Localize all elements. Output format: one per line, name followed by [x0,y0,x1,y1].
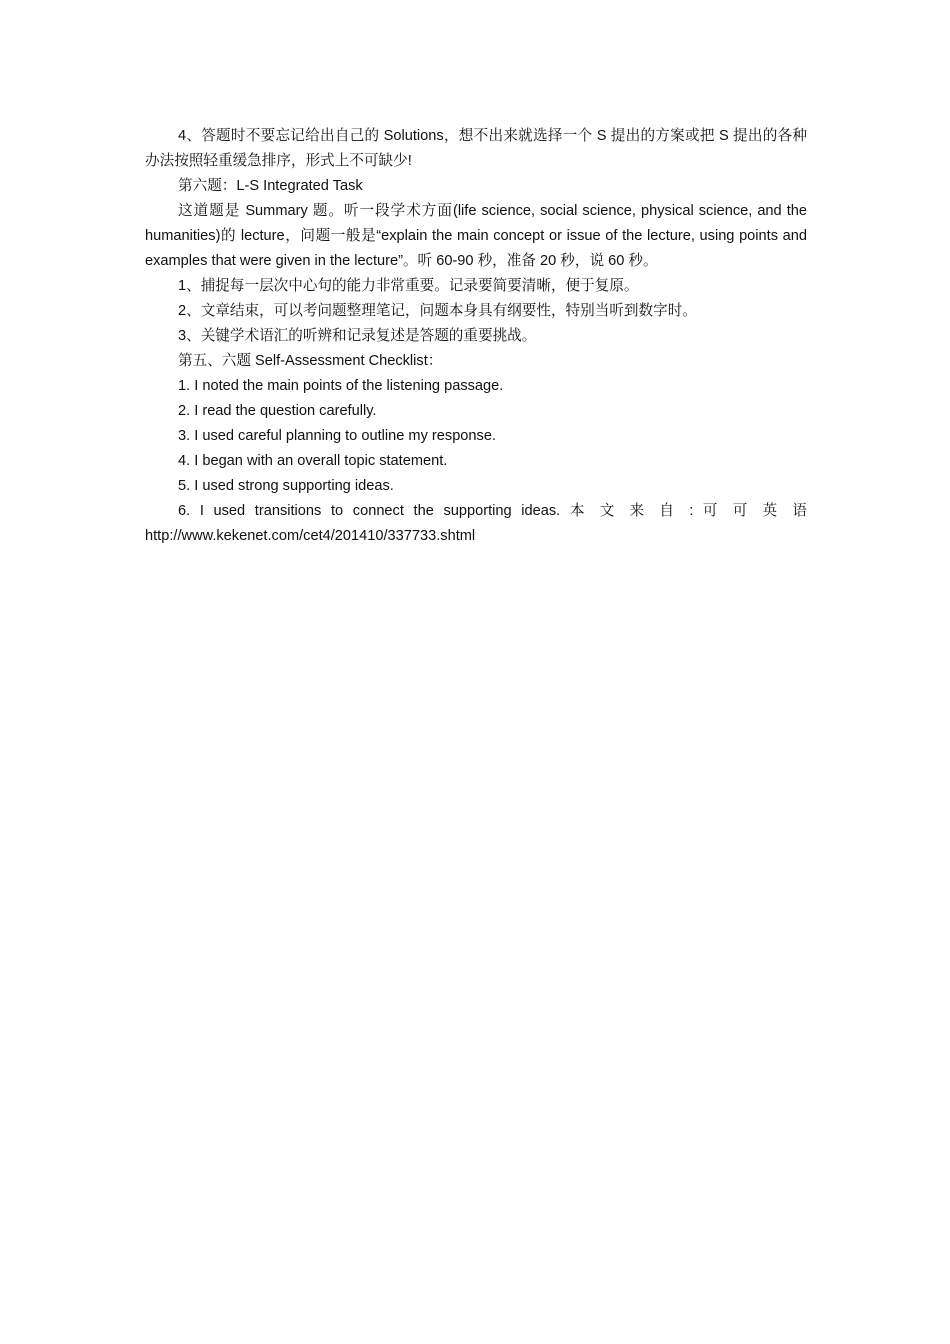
checklist-item-3: 3. I used careful planning to outline my response. [178,428,497,444]
tip-item-2: 2、文章结束，可以考问题整理笔记，问题本身具有纲要性，特别当听到数字时。 [178,303,697,319]
tip-item-3: 3、关键学术语汇的听辨和记录复述是答题的重要挑战。 [178,328,537,344]
document-page [145,124,807,549]
checklist-item-6-line: 6. I used transitions to connect the supporting ideas. 本 文 来 自 : 可 可 英 语 [178,503,807,519]
checklist-item-5: 5. I used strong supporting ideas. [178,478,394,494]
source-url: http://www.kekenet.com/cet4/201410/337733.shtml [145,528,476,544]
heading-task-six: 第六题：L-S Integrated Task [178,178,363,194]
checklist-item-2: 2. I read the question carefully. [178,403,377,419]
checklist-heading: 第五、六题 Self-Assessment Checklist： [178,353,443,369]
checklist-item-4: 4. I began with an overall topic statement. [178,453,448,469]
paragraph-summary-description: 这道题是 Summary 题。听一段学术方面(life science, social science, physical science, and the humanities)的 lecture，问题一般是“explain the main concept or issue of the lecture, using points and examples that were given in the lecture”。听 60-90 秒，准备 20 秒，说 60 秒。 [145,203,807,269]
paragraph-solutions-tip: 4、答题时不要忘记给出自己的 Solutions，想不出来就选择一个 S 提出的方案或把 S 提出的各种办法按照轻重缓急排序，形式上不可缺少! [145,128,807,169]
tip-item-1: 1、捕捉每一层次中心句的能力非常重要。记录要简要清晰，便于复原。 [178,278,639,294]
checklist-item-1: 1. I noted the main points of the listening passage. [178,378,504,394]
checklist-item-6-with-source [145,499,807,549]
